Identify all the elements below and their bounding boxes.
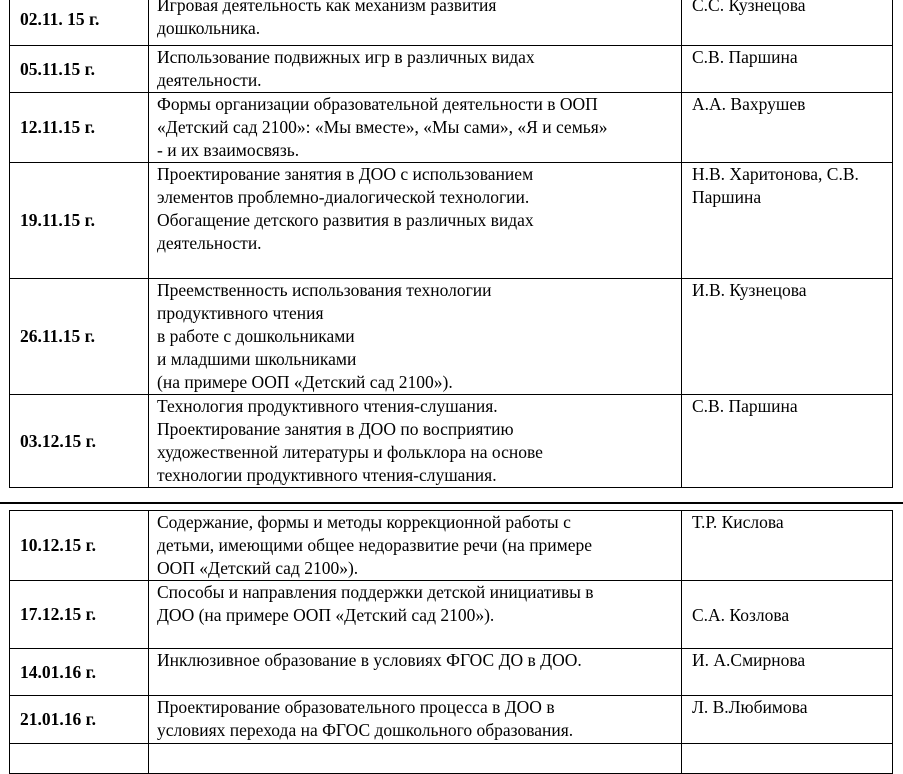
author-line: Н.В. Харитонова, С.В. — [692, 164, 859, 184]
author-line: И.В. Кузнецова — [692, 280, 807, 300]
topic-line: детьми, имеющими общее недоразвитие речи (на примере — [157, 535, 593, 555]
topic-cell — [149, 511, 682, 581]
table-row — [10, 395, 893, 488]
topic-line: Использование подвижных игр в различных видах — [157, 47, 535, 67]
topic-cell — [149, 46, 682, 93]
topic-cell — [149, 744, 682, 774]
date-cell: 03.12.15 г. — [10, 395, 149, 488]
author-cell — [682, 511, 893, 581]
topic-cell — [149, 163, 682, 279]
topic-line: и младшими школьниками — [157, 349, 357, 369]
topic-line: деятельности. — [157, 233, 262, 253]
topic-cell — [149, 395, 682, 488]
author-line: С.В. Паршина — [692, 47, 798, 67]
author-line: Л. В.Любимова — [692, 697, 808, 717]
schedule-table-page-1 — [9, 0, 893, 488]
topic-line — [157, 672, 675, 695]
author-line: И. А.Смирнова — [692, 650, 806, 670]
table-row — [10, 511, 893, 581]
topic-cell — [149, 581, 682, 649]
topic-line: Содержание, формы и методы коррекционной работы с — [157, 512, 571, 532]
author-line: Т.Р. Кислова — [692, 512, 784, 532]
topic-line: элементов проблемно-диалогической технологии. — [157, 187, 530, 207]
topic-cell — [149, 0, 682, 46]
date-cell: 21.01.16 г. — [10, 696, 149, 744]
topic-line — [157, 744, 675, 767]
topic-line: в работе с дошкольниками — [157, 326, 355, 346]
date-cell: 05.11.15 г. — [10, 46, 149, 93]
topic-line: Проектирование образовательного процесса в ДОО в — [157, 697, 555, 717]
table-row — [10, 696, 893, 744]
date-cell: 12.11.15 г. — [10, 93, 149, 163]
date-cell: 17.12.15 г. — [10, 581, 149, 649]
schedule-table-page-2 — [9, 510, 893, 774]
author-line — [692, 744, 886, 767]
topic-line: деятельности. — [157, 70, 262, 90]
topic-line: Способы и направления поддержки детской инициативы в — [157, 582, 594, 602]
topic-line: ООП «Детский сад 2100»). — [157, 558, 359, 578]
topic-line: Технология продуктивного чтения-слушания. — [157, 396, 498, 416]
topic-line: Игровая деятельность как механизм развития — [157, 0, 497, 15]
topic-line: Проектирование занятия в ДОО по восприятию — [157, 419, 514, 439]
topic-line: ДОО (на примере ООП «Детский сад 2100»). — [157, 605, 495, 625]
table-row — [10, 0, 893, 46]
topic-line: - и их взаимосвязь. — [157, 140, 300, 160]
date-cell: 02.11. 15 г. — [10, 0, 149, 46]
author-line — [692, 581, 886, 604]
table-row — [10, 93, 893, 163]
author-line: С.В. Паршина — [692, 396, 798, 416]
author-cell — [682, 163, 893, 279]
topic-line: Инклюзивное образование в условиях ФГОС ДО в ДОО. — [157, 650, 582, 670]
author-cell — [682, 46, 893, 93]
author-cell — [682, 0, 893, 46]
table-row — [10, 279, 893, 395]
table-row — [10, 649, 893, 696]
date-cell: 19.11.15 г. — [10, 163, 149, 279]
author-cell — [682, 581, 893, 649]
author-cell — [682, 279, 893, 395]
topic-line: продуктивного чтения — [157, 303, 324, 323]
table-row — [10, 46, 893, 93]
table-row — [10, 581, 893, 649]
topic-line: Обогащение детского развития в различных видах — [157, 210, 534, 230]
topic-line: художественной литературы и фольклора на основе — [157, 442, 543, 462]
topic-line: условиях перехода на ФГОС дошкольного образования. — [157, 720, 574, 740]
date-cell: 10.12.15 г. — [10, 511, 149, 581]
table-row — [10, 744, 893, 774]
topic-line: (на примере ООП «Детский сад 2100»). — [157, 372, 453, 392]
author-cell — [682, 696, 893, 744]
author-line: С.А. Козлова — [692, 605, 790, 625]
topic-cell — [149, 93, 682, 163]
author-line: А.А. Вахрушев — [692, 94, 806, 114]
topic-cell — [149, 649, 682, 696]
page-break-divider — [0, 502, 903, 504]
topic-line: дошкольника. — [157, 18, 261, 38]
author-cell — [682, 649, 893, 696]
date-cell — [10, 744, 149, 774]
author-cell — [682, 744, 893, 774]
topic-line: Формы организации образовательной деятельности в ООП — [157, 94, 598, 114]
topic-cell — [149, 279, 682, 395]
date-cell: 26.11.15 г. — [10, 279, 149, 395]
topic-cell — [149, 696, 682, 744]
date-cell: 14.01.16 г. — [10, 649, 149, 696]
topic-line: «Детский сад 2100»: «Мы вместе», «Мы сами», «Я и семья» — [157, 117, 608, 137]
author-cell — [682, 395, 893, 488]
author-line: Паршина — [692, 187, 762, 207]
author-cell — [682, 93, 893, 163]
topic-line: технологии продуктивного чтения-слушания. — [157, 465, 497, 485]
author-line: С.С. Кузнецова — [692, 0, 806, 15]
topic-line: Проектирование занятия в ДОО с использованием — [157, 164, 534, 184]
table-row — [10, 163, 893, 279]
topic-line: Преемственность использования технологии — [157, 280, 492, 300]
